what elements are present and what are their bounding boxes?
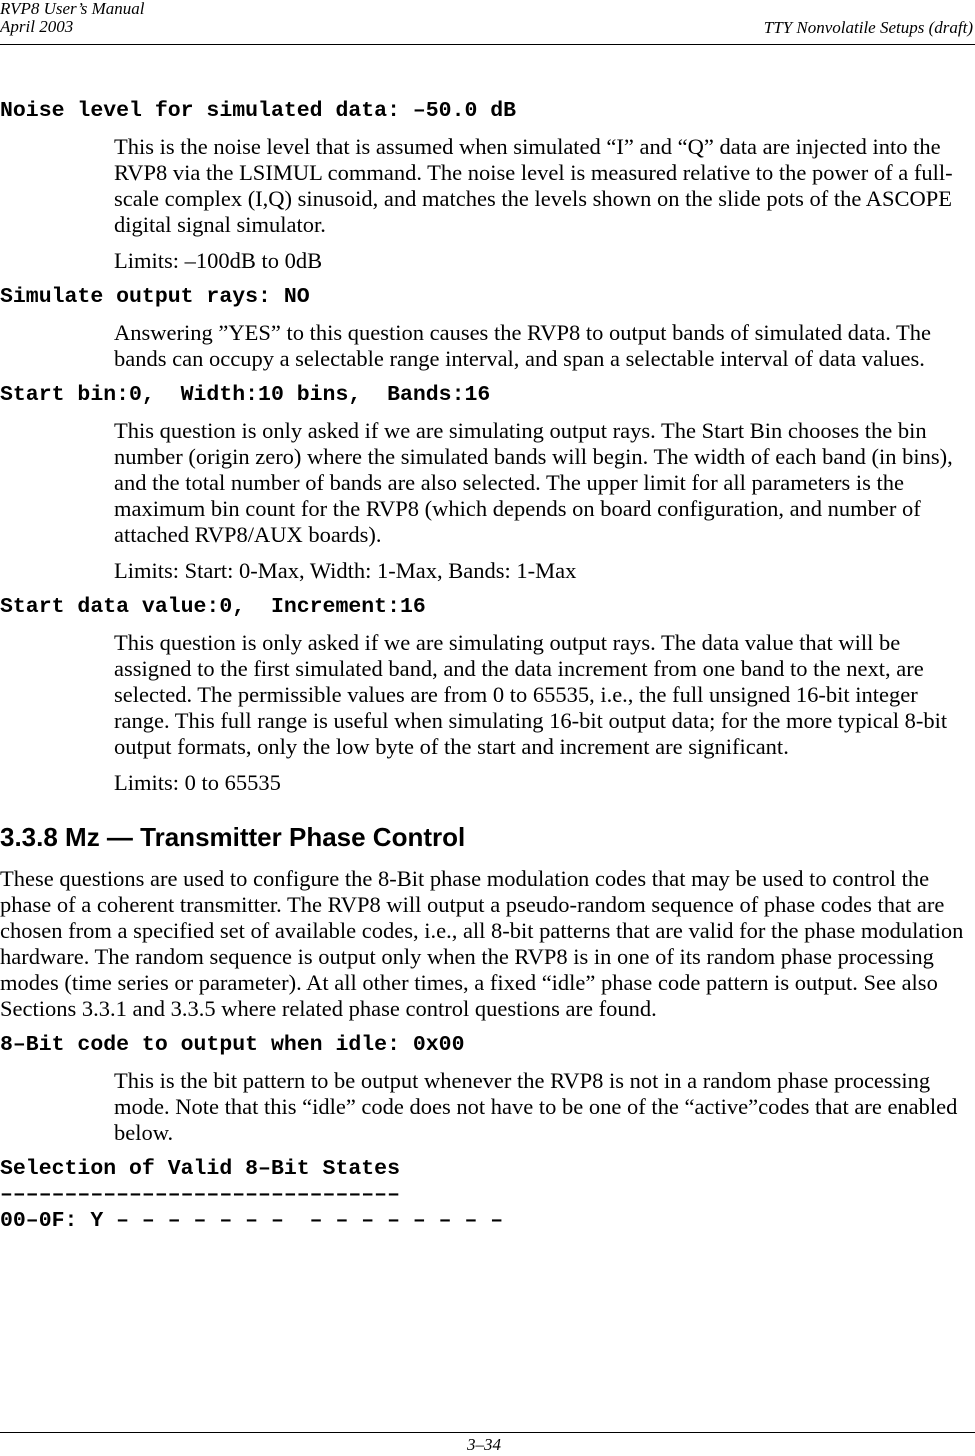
states-rule: ––––––––––––––––––––––––––––––– xyxy=(0,1183,400,1207)
prompt-noise-level: Noise level for simulated data: –50.0 dB xyxy=(0,99,517,123)
idle-code-description: This is the bit pattern to be output whenever the RVP8 is not in a random phase processing mode. Note that this “idle” code does not have to be one of the “active”codes that are enabled below. xyxy=(114,1068,958,1145)
noise-description: This is the noise level that is assumed when simulated “I” and “Q” data are injected into the RVP8 via the LSIMUL command. The noise level is measured relative to the power of a full-scale complex (I,Q) sinusoid, and matches the levels shown on the slide pots of the ASCOPE digital signal simulator. xyxy=(114,134,953,237)
section-heading-mz: 3.3.8 Mz — Transmitter Phase Control xyxy=(0,822,466,852)
prompt-start-bin: Start bin:0, Width:10 bins, Bands:16 xyxy=(0,383,491,407)
page-body xyxy=(0,98,975,1234)
start-data-description: This question is only asked if we are simulating output rays. The data value that will be assigned to the first simulated band, and the data increment from one band to the next, are selected. The permissible values are from 0 to 65535, i.e., the full unsigned 16-bit integer range. This full range is useful when simulating 16-bit output data; for the more typical 8-bit output formats, only the low byte of the start and increment are significant. xyxy=(114,630,948,759)
states-title: Selection of Valid 8–Bit States xyxy=(0,1157,400,1181)
start-bin-limits: Limits: Start: 0-Max, Width: 1-Max, Bands: 1-Max xyxy=(114,558,577,583)
mz-description-text: These questions are used to configure the 8-Bit phase modulation codes that may be used to control the phase of a coherent transmitter. The RVP8 will output a pseudo-random sequence of phase codes that are chosen from a specified set of available codes, i.e., all 8-bit patterns that are valid for the phase modulation hardware. The random sequence is output only when the RVP8 is in one of its random phase processing modes (time series or parameter). At all other times, a fixed “idle” phase code pattern is output. See also Sections 3.3.1 and 3.3.5 where related phase control questions are found. xyxy=(0,866,964,1021)
start-data-limits: Limits: 0 to 65535 xyxy=(114,770,281,795)
manual-title: RVP8 User’s Manual xyxy=(0,0,145,18)
manual-date: April 2003 xyxy=(0,17,74,36)
header-left xyxy=(0,0,145,36)
states-row-00-0f: 00–0F: Y – – – – – – – – – – – – – – – xyxy=(0,1209,504,1233)
start-bin-description: This question is only asked if we are simulating output rays. The Start Bin chooses the bin number (origin zero) where the simulated bands will begin. The width of each band (in bins), and the total number of bands are also selected. The upper limit for all parameters is the maximum bin count for the RVP8 (which depends on board configuration, and number of attached RVP8/AUX boards). xyxy=(114,418,953,547)
prompt-start-data: Start data value:0, Increment:16 xyxy=(0,595,426,619)
noise-limits: Limits: –100dB to 0dB xyxy=(114,248,323,273)
chapter-title: TTY Nonvolatile Setups (draft) xyxy=(763,18,973,37)
page-number: 3–34 xyxy=(467,1435,501,1454)
prompt-idle-code: 8–Bit code to output when idle: 0x00 xyxy=(0,1033,465,1057)
page-footer xyxy=(0,1432,975,1454)
mz-description xyxy=(0,866,975,1022)
prompt-simulate-rays: Simulate output rays: NO xyxy=(0,285,310,309)
simulate-rays-description: Answering ”YES” to this question causes the RVP8 to output bands of simulated data. The bands can occupy a selectable range interval, and span a selectable interval of data values. xyxy=(114,320,932,371)
page-header xyxy=(0,0,975,45)
